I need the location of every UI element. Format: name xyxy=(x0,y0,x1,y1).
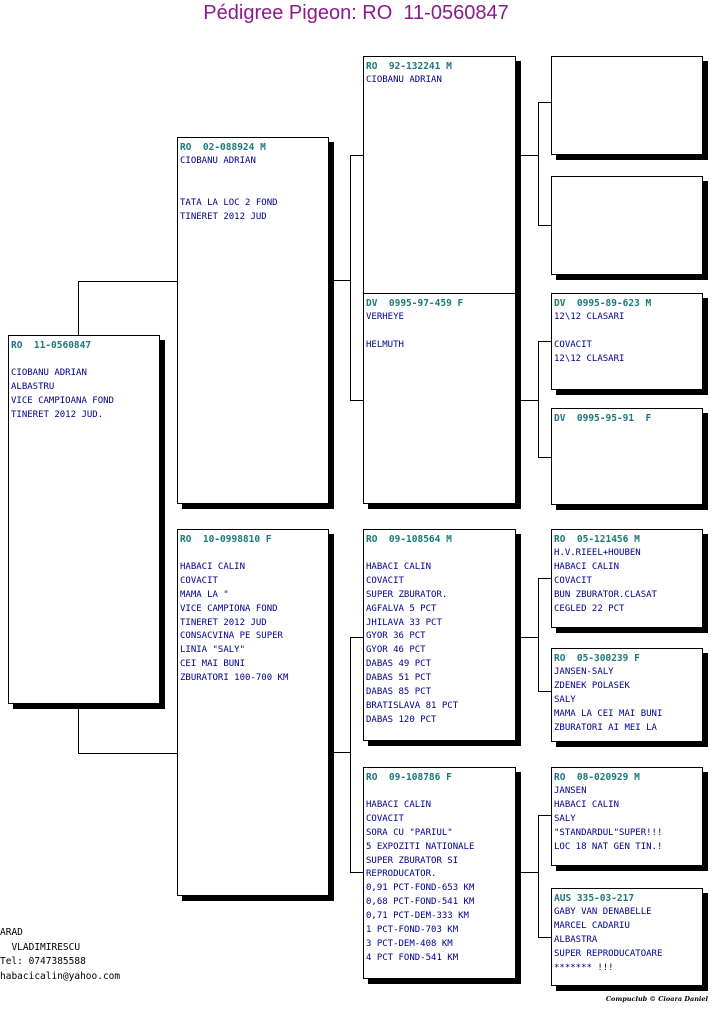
ring-number: RO 09-108564 M xyxy=(366,534,452,545)
ring-number: RO 09-108786 F xyxy=(366,772,452,783)
note-line: BRATISLAVA 81 PCT xyxy=(366,700,459,711)
pigeon-notes xyxy=(180,547,326,686)
note-line: MARCEL CADARIU xyxy=(554,920,630,931)
note-line: HABACI CALIN xyxy=(366,561,432,572)
note-line xyxy=(554,325,700,339)
note-line: TINERET 2012 JUD xyxy=(180,617,267,628)
owner-line: VLADIMIRESCU xyxy=(0,941,81,953)
pigeon-card-sds[interactable] xyxy=(551,293,703,390)
note-line: VERHEYE xyxy=(366,312,404,322)
note-line: GYOR 46 PCT xyxy=(366,645,426,656)
pigeon-card-dam-dam[interactable] xyxy=(363,767,516,979)
note-line: GYOR 36 PCT xyxy=(366,631,426,642)
pigeon-notes xyxy=(554,547,700,617)
note-line: MAMA LA " xyxy=(180,589,229,600)
note-line xyxy=(366,547,513,561)
owner-line: habacicalin@yahoo.com xyxy=(0,970,121,982)
note-line: COVACIT xyxy=(554,575,592,586)
note-line: ZBURATORI 100-700 KM xyxy=(180,673,289,684)
note-line: SUPER ZBURATOR SI xyxy=(366,855,459,866)
note-line: TINERET 2012 JUD. xyxy=(11,409,104,420)
note-line: 12\12 CLASARI xyxy=(554,353,625,364)
pigeon-notes xyxy=(554,311,700,367)
note-line: COVACIT xyxy=(366,575,404,586)
pigeon-card-sss[interactable] xyxy=(551,56,703,155)
pigeon-notes xyxy=(180,155,326,225)
pigeon-notes xyxy=(554,906,700,976)
note-line: DABAS 85 PCT xyxy=(366,687,432,698)
note-line: SALY xyxy=(554,813,576,824)
note-line: TINERET 2012 JUD xyxy=(180,211,267,222)
pigeon-card-subject[interactable] xyxy=(8,335,160,704)
pigeon-card-dsd[interactable] xyxy=(551,648,703,742)
pigeon-notes xyxy=(366,785,513,966)
note-line: VICE CAMPIOANA FOND xyxy=(11,395,114,406)
note-line: BUN ZBURATOR.CLASAT xyxy=(554,589,657,600)
note-line: 5 EXPOZITI NATIONALE xyxy=(366,841,475,852)
note-line: 12\12 CLASARI xyxy=(554,312,625,322)
note-line: REPRODUCATOR. xyxy=(366,869,437,880)
note-line: JHILAVA 33 PCT xyxy=(366,617,442,628)
pigeon-notes xyxy=(366,311,513,353)
ring-number: RO 08-020929 M xyxy=(554,772,640,783)
note-line: "STANDARDUL"SUPER!!! xyxy=(554,827,663,838)
note-line: SUPER REPRODUCATOARE xyxy=(554,948,663,959)
ring-number: RO 05-121456 M xyxy=(554,534,640,545)
note-line: 0,71 PCT-DEM-333 KM xyxy=(366,911,469,922)
ring-number: AUS 335-03-217 xyxy=(554,893,635,904)
note-line: AGFALVA 5 PCT xyxy=(366,603,437,614)
note-line: 0,68 PCT-FOND-541 KM xyxy=(366,897,475,908)
pigeon-notes xyxy=(554,785,700,855)
note-line: 3 PCT-DEM-408 KM xyxy=(366,938,453,949)
pigeon-card-dds[interactable] xyxy=(551,767,703,866)
note-line: SORA CU "PARIUL" xyxy=(366,827,453,838)
note-line: LINIA "SALY" xyxy=(180,645,246,656)
software-credit: Compuclub © Cioara Daniel xyxy=(605,995,708,1003)
note-line: JANSEN-SALY xyxy=(554,667,614,677)
pigeon-notes xyxy=(11,353,157,423)
pigeon-card-ssd[interactable] xyxy=(551,176,703,275)
note-line xyxy=(366,785,513,799)
pigeon-card-ddd[interactable] xyxy=(551,888,703,986)
page-title: Pédigree Pigeon: RO 11-0560847 xyxy=(203,2,509,24)
note-line: DABAS 49 PCT xyxy=(366,659,432,670)
note-line xyxy=(180,169,326,183)
ring-number: DV 0995-89-623 M xyxy=(554,298,652,309)
note-line: CONSACVINA PE SUPER xyxy=(180,631,283,642)
note-line: JANSEN xyxy=(554,786,587,796)
note-line: ALBASTRA xyxy=(554,934,598,945)
pigeon-card-sdd[interactable] xyxy=(551,408,703,505)
pigeon-notes xyxy=(366,74,513,88)
note-line: DABAS 120 PCT xyxy=(366,714,437,725)
pigeon-notes xyxy=(554,666,700,736)
note-line: H.V.RIEEL+HOUBEN xyxy=(554,548,641,558)
note-line: 4 PCT FOND-541 KM xyxy=(366,952,459,963)
ring-number: RO 11-0560847 xyxy=(11,340,92,351)
ring-number: RO 02-088924 M xyxy=(180,142,266,153)
owner-line: Tel: 0747385588 xyxy=(0,956,86,967)
note-line: CIOBANU ADRIAN xyxy=(180,156,256,166)
pigeon-card-sire-dam[interactable] xyxy=(363,293,516,504)
note-line: CEGLED 22 PCT xyxy=(554,603,625,614)
note-line: 1 PCT-FOND-703 KM xyxy=(366,925,459,936)
note-line: HABACI CALIN xyxy=(554,561,620,572)
note-line: HABACI CALIN xyxy=(180,561,246,572)
ring-number: DV 0995-95-91 F xyxy=(554,413,652,424)
note-line xyxy=(180,183,326,197)
note-line: ZDENEK POLASEK xyxy=(554,680,630,691)
note-line: 0,91 PCT-FOND-653 KM xyxy=(366,883,475,894)
note-line: COVACIT xyxy=(554,339,592,350)
note-line: CIOBANU ADRIAN xyxy=(366,75,442,85)
note-line: ZBURATORI AI MEI LA xyxy=(554,722,657,733)
pigeon-notes xyxy=(366,547,513,728)
note-line: HABACI CALIN xyxy=(366,799,432,810)
owner-line: ARAD xyxy=(0,927,23,938)
ring-number: RO 10-0998810 F xyxy=(180,534,272,545)
pigeon-card-dam[interactable] xyxy=(177,529,329,896)
ring-number: RO 05-300239 F xyxy=(554,653,640,664)
note-line: COVACIT xyxy=(180,575,218,586)
pigeon-card-dss[interactable] xyxy=(551,529,703,628)
note-line xyxy=(11,353,157,367)
ring-number: RO 92-132241 M xyxy=(366,61,452,72)
note-line: MAMA LA CEI MAI BUNI xyxy=(554,708,663,719)
ring-number: DV 0995-97-459 F xyxy=(366,298,464,309)
note-line: HABACI CALIN xyxy=(554,799,620,810)
note-line xyxy=(366,325,513,339)
pigeon-card-dam-sire[interactable] xyxy=(363,529,516,741)
owner-contact xyxy=(0,926,120,984)
note-line: DABAS 51 PCT xyxy=(366,673,432,684)
note-line: ******* !!! xyxy=(554,962,614,973)
note-line: HELMUTH xyxy=(366,339,404,350)
note-line: LOC 18 NAT GEN TIN.! xyxy=(554,841,663,852)
note-line xyxy=(180,547,326,561)
note-line: COVACIT xyxy=(366,813,404,824)
note-line: SUPER ZBURATOR. xyxy=(366,589,448,600)
pigeon-card-sire[interactable] xyxy=(177,137,329,504)
note-line: ALBASTRU xyxy=(11,381,55,392)
note-line: CEI MAI BUNI xyxy=(180,659,246,670)
note-line: TATA LA LOC 2 FOND xyxy=(180,197,278,208)
note-line: GABY VAN DENABELLE xyxy=(554,907,652,917)
note-line: SALY xyxy=(554,694,576,705)
note-line: VICE CAMPIONA FOND xyxy=(180,603,278,614)
note-line: CIOBANU ADRIAN xyxy=(11,367,87,378)
